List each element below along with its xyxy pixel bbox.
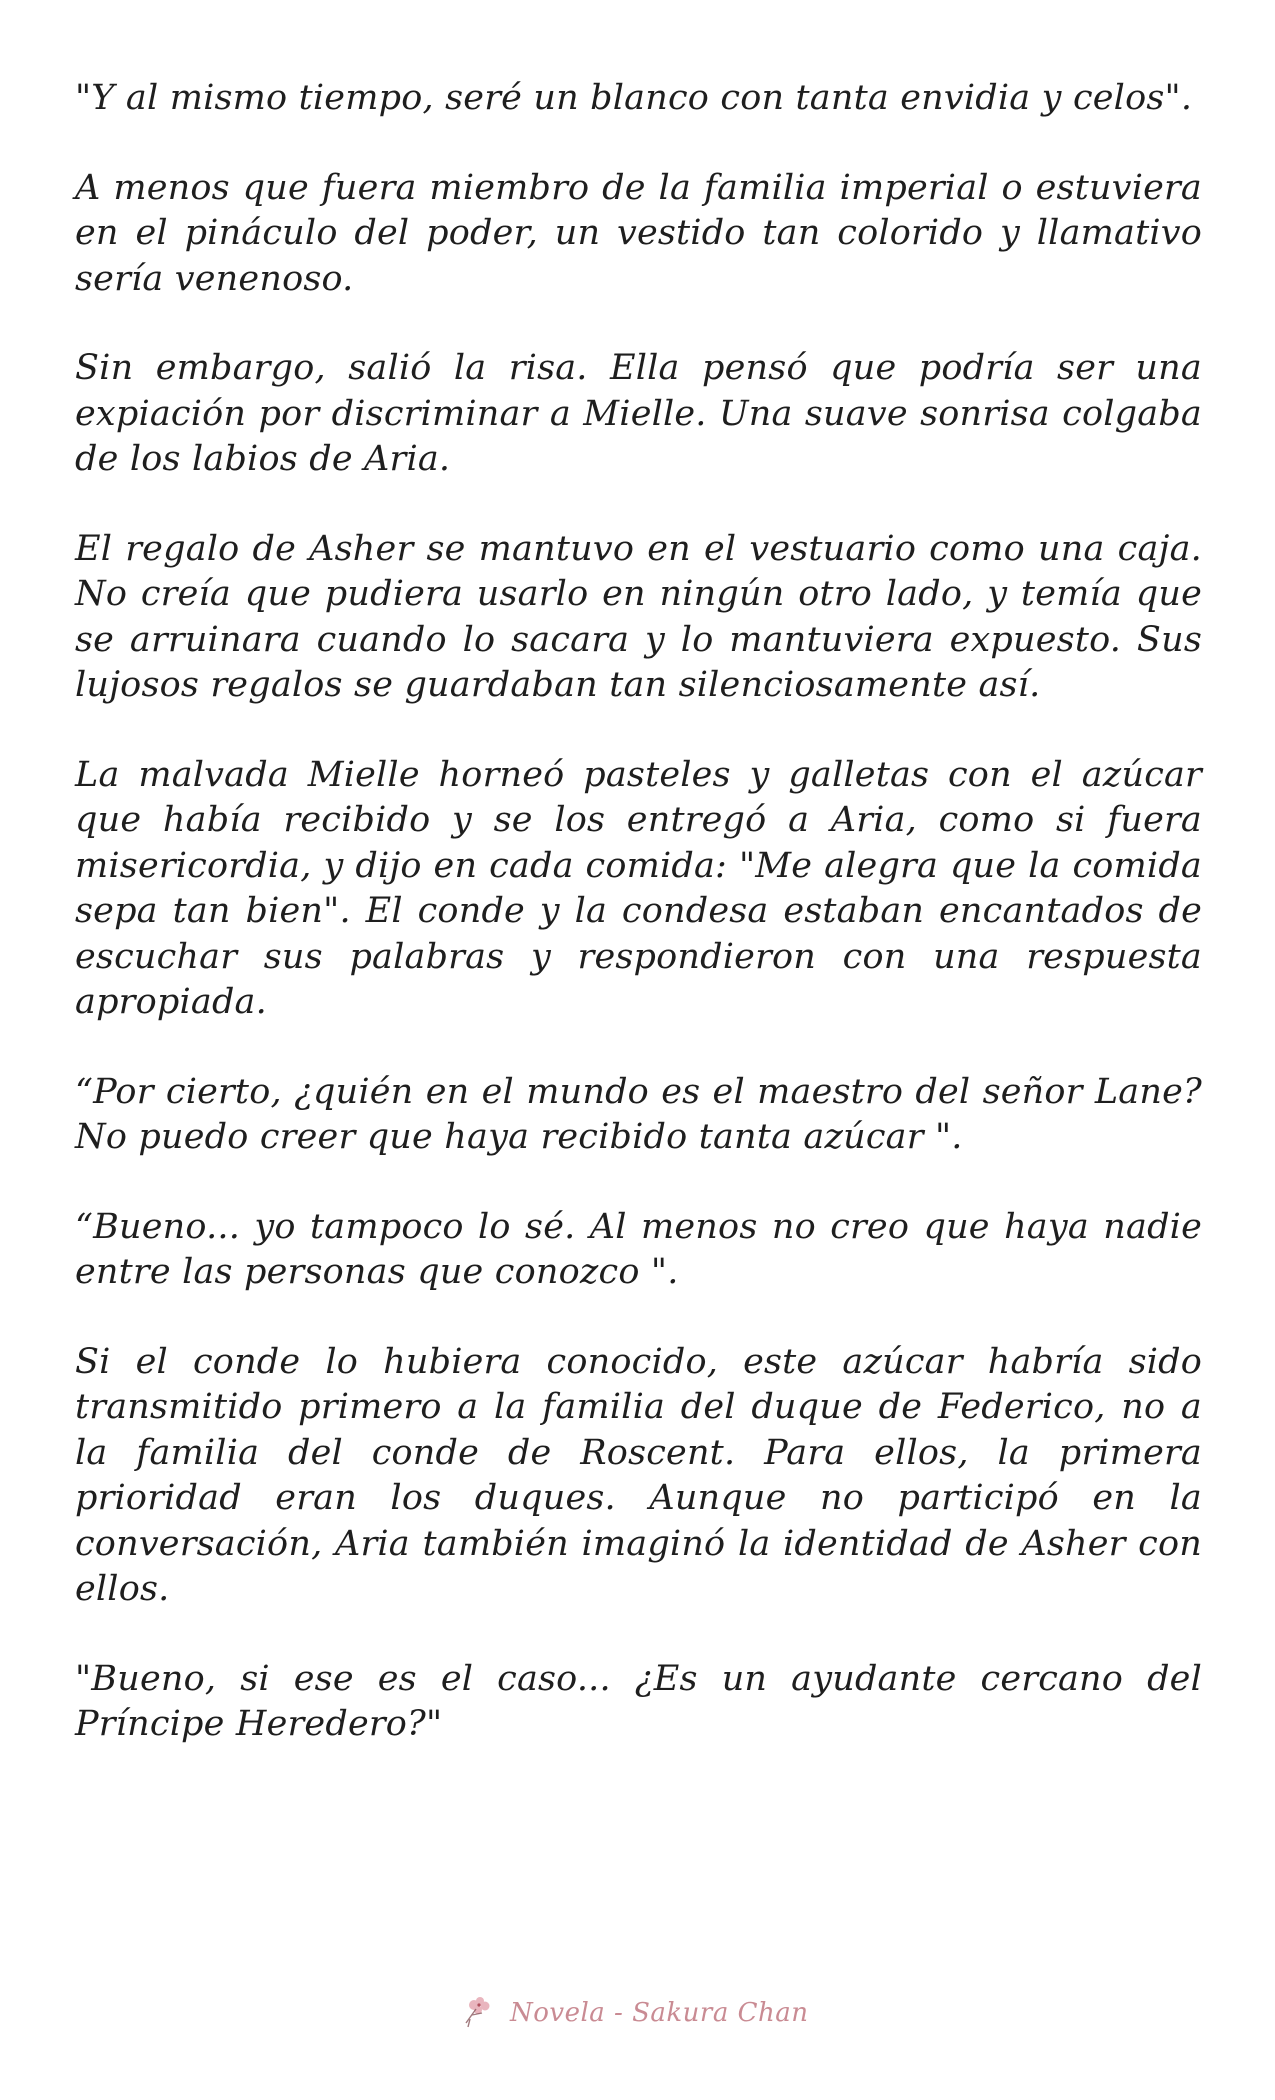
paragraph: Sin embargo, salió la risa. Ella pensó que podría ser una expiación por discriminar a Mielle. Una suave sonrisa colgaba de los labios de Aria. [75, 348, 1202, 479]
watermark-text: Novela - Sakura Chan [510, 1998, 809, 2028]
paragraph: Si el conde lo hubiera conocido, este azúcar habría sido transmitido primero a la familia del duque de Federico, no a la familia del conde de Roscent. Para ellos, la primera prioridad eran los duques. Aunque no participó en la conversación, Aria también imaginó la identidad de Asher con ellos. [75, 1341, 1202, 1609]
paragraph: “Bueno... yo tampoco lo sé. Al menos no creo que haya nadie entre las personas que conozco ". [75, 1206, 1202, 1292]
paragraph: La malvada Mielle horneó pasteles y galletas con el azúcar que había recibido y se los entregó a Aria, como si fuera misericordia, y dijo en cada comida: "Me alegra que la comida sepa tan bien". El conde y la condesa estaban encantados de escuchar sus palabras y respondieron con una respuesta apropiada. [75, 754, 1202, 1022]
paragraph: "Bueno, si ese es el caso... ¿Es un ayudante cercano del Príncipe Heredero?" [75, 1658, 1202, 1744]
document-body [75, 76, 1202, 1792]
paragraph: El regalo de Asher se mantuvo en el vestuario como una caja. No creía que pudiera usarlo en ningún otro lado, y temía que se arruinara cuando lo sacara y lo mantuviera expuesto. Sus lujosos regalos se guardaban tan silenciosamente así. [75, 528, 1202, 705]
sakura-flower-icon [460, 1993, 500, 2033]
watermark [460, 1990, 840, 2036]
paragraph: "Y al mismo tiempo, seré un blanco con tanta envidia y celos". [75, 78, 1193, 118]
paragraph: “Por cierto, ¿quién en el mundo es el maestro del señor Lane? No puedo creer que haya recibido tanta azúcar ". [75, 1071, 1202, 1157]
paragraph: A menos que fuera miembro de la familia imperial o estuviera en el pináculo del poder, un vestido tan colorido y llamativo sería venenoso. [75, 167, 1202, 299]
